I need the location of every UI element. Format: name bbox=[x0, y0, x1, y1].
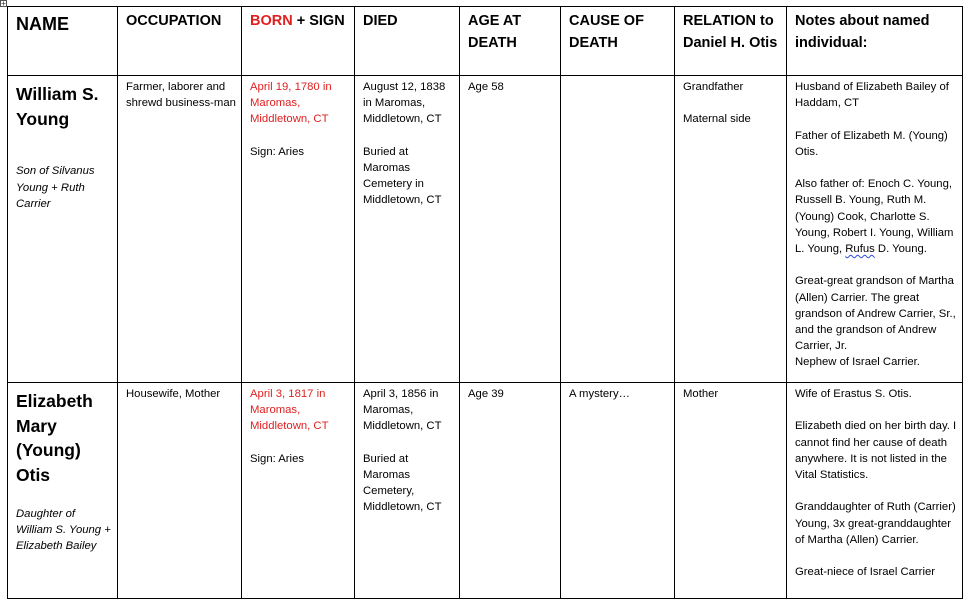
header-name: NAME bbox=[16, 14, 69, 34]
name-cell bbox=[8, 383, 118, 599]
header-notes: Notes about named individual: bbox=[795, 13, 930, 51]
header-cause: CAUSE OF DEATH bbox=[569, 13, 644, 51]
header-occupation: OCCUPATION bbox=[126, 13, 222, 29]
age-cell bbox=[460, 76, 561, 383]
relation-text: Mother bbox=[683, 388, 719, 400]
header-name-cell bbox=[8, 7, 118, 76]
notes-children-end: D. Young. bbox=[874, 243, 927, 255]
relation-cell bbox=[675, 76, 787, 383]
table-row bbox=[8, 76, 963, 383]
header-born-cell bbox=[242, 7, 355, 76]
sign-text: Sign: Aries bbox=[250, 452, 305, 465]
age-cell bbox=[460, 383, 561, 599]
header-died: DIED bbox=[363, 13, 398, 29]
born-cell bbox=[242, 76, 355, 383]
notes-cell bbox=[787, 383, 963, 599]
relation-cell bbox=[675, 383, 787, 599]
occupation-cell bbox=[118, 76, 242, 383]
header-relation: RELATION to Daniel H. Otis bbox=[683, 13, 778, 51]
genealogy-table bbox=[7, 6, 963, 599]
name-cell bbox=[8, 76, 118, 383]
notes-paragraph: Nephew of Israel Carrier. bbox=[795, 356, 920, 369]
notes-paragraph: Wife of Erastus S. Otis. bbox=[795, 388, 912, 400]
notes-children-text: Also father of: Enoch C. Young, Russell B. Young, Ruth M. (Young) Cook, Charlotte S. Young, Robert I. Young, William L. Young, bbox=[795, 178, 954, 255]
person-name: William S. Young bbox=[16, 84, 99, 129]
died-text: August 12, 1838 in Maromas, Middletown, CT bbox=[363, 81, 446, 126]
notes-paragraph bbox=[795, 176, 960, 257]
died-text: April 3, 1856 in Maromas, Middletown, CT bbox=[363, 388, 442, 433]
cause-text: A mystery… bbox=[569, 388, 630, 400]
born-text: April 3, 1817 in Maromas, Middletown, CT bbox=[250, 388, 329, 433]
notes-cell bbox=[787, 76, 963, 383]
occupation-text: Housewife, Mother bbox=[126, 388, 221, 400]
notes-paragraph: Elizabeth died on her birth day. I cannot find her cause of death anywhere. It is not listed in the Vital Statistics. bbox=[795, 420, 957, 481]
header-born: BORN bbox=[250, 13, 293, 29]
header-age-cell bbox=[460, 7, 561, 76]
died-cell bbox=[355, 383, 460, 599]
parent-note: Daughter of William S. Young + Elizabeth Bailey bbox=[16, 507, 111, 553]
notes-paragraph: Great-niece of Israel Carrier bbox=[795, 566, 936, 579]
table-row bbox=[8, 383, 963, 599]
born-cell bbox=[242, 383, 355, 599]
occupation-cell bbox=[118, 383, 242, 599]
relation-text: Grandfather bbox=[683, 81, 744, 93]
header-died-cell bbox=[355, 7, 460, 76]
died-cell bbox=[355, 76, 460, 383]
notes-paragraph: Husband of Elizabeth Bailey of Haddam, CT bbox=[795, 81, 949, 110]
header-sign: + SIGN bbox=[292, 13, 345, 29]
sign-text: Sign: Aries bbox=[250, 145, 305, 158]
header-occupation-cell bbox=[118, 7, 242, 76]
born-text: April 19, 1780 in Maromas, Middletown, CT bbox=[250, 81, 332, 126]
header-age: AGE AT DEATH bbox=[468, 13, 522, 51]
cause-cell bbox=[561, 76, 675, 383]
document-page bbox=[7, 6, 963, 599]
notes-paragraph: Granddaughter of Ruth (Carrier) Young, 3x great-granddaughter of Martha (Allen) Carrier. bbox=[795, 501, 956, 546]
parent-note: Son of Silvanus Young + Ruth Carrier bbox=[16, 165, 95, 210]
burial-text: Buried at Maromas Cemetery in Middletown, CT bbox=[363, 145, 442, 207]
age-text: Age 39 bbox=[468, 388, 504, 400]
spellcheck-word[interactable]: Rufus bbox=[845, 243, 875, 255]
header-cause-cell bbox=[561, 7, 675, 76]
notes-paragraph: Great-great grandson of Martha (Allen) Carrier. The great grandson of Andrew Carrier, Sr., and the grandson of Andrew Carrier, Jr. bbox=[795, 275, 956, 353]
age-text: Age 58 bbox=[468, 81, 504, 93]
header-relation-cell bbox=[675, 7, 787, 76]
notes-paragraph: Father of Elizabeth M. (Young) Otis. bbox=[795, 129, 948, 158]
cause-cell bbox=[561, 383, 675, 599]
burial-text: Buried at Maromas Cemetery, Middletown, CT bbox=[363, 452, 442, 514]
occupation-text: Farmer, laborer and shrewd business-man bbox=[126, 81, 236, 110]
table-move-handle-icon[interactable] bbox=[0, 0, 7, 7]
person-name: Elizabeth Mary (Young) Otis bbox=[16, 391, 93, 486]
header-notes-cell bbox=[787, 7, 963, 76]
relation-side-text: Maternal side bbox=[683, 113, 751, 126]
table-header-row bbox=[8, 7, 963, 76]
